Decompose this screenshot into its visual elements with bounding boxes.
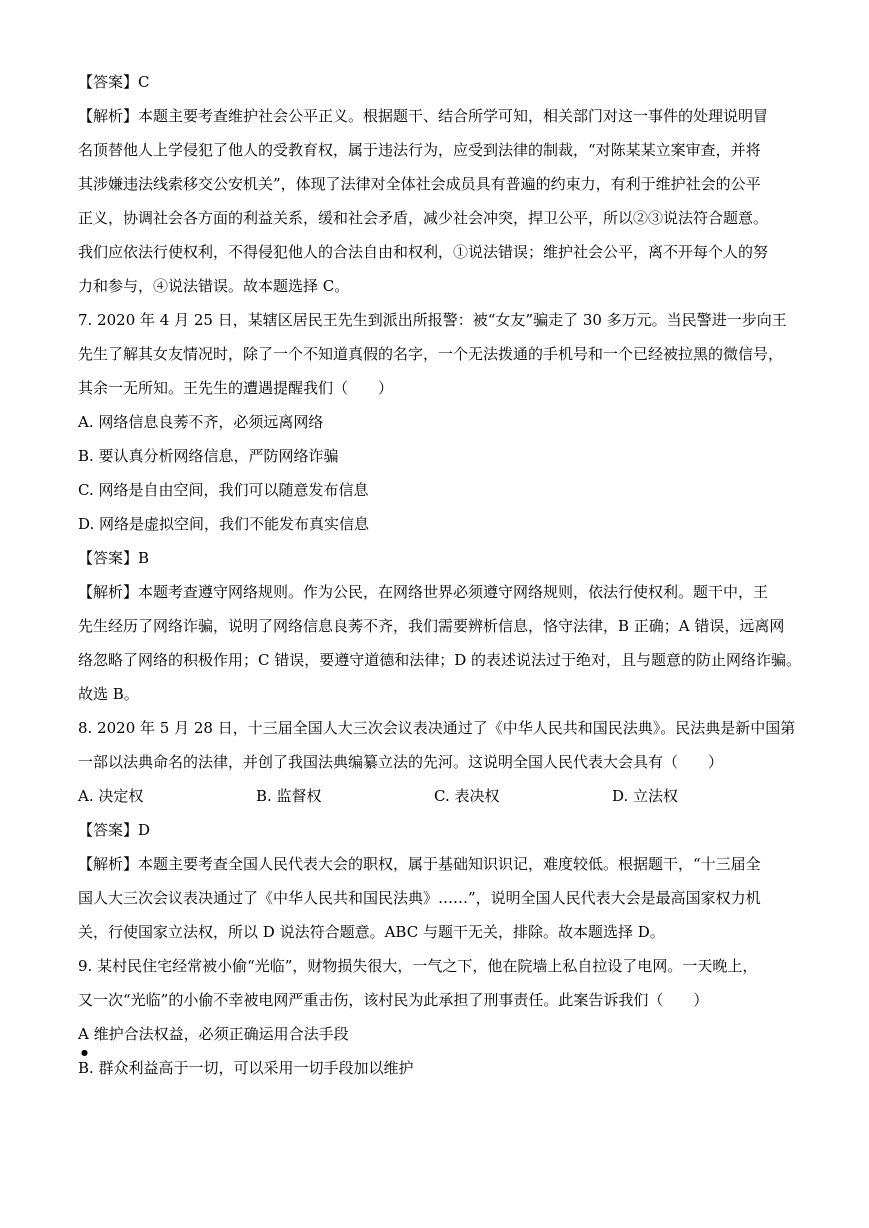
question-9-line-1: 9. 某村民住宅经常被小偷“光临”，财物损失很大，一气之下，他在院墙上私自拉设了电网。一天晚上， — [78, 957, 758, 975]
q7-option-b: B. 要认真分析网络信息，严防网络诈骗 — [78, 447, 339, 465]
question-8-line-2: 一部以法典命名的法律，并创了我国法典编纂立法的先河。这说明全国人民代表大会具有（ ） — [78, 753, 724, 771]
q7-option-a: A. 网络信息良莠不齐，必须远离网络 — [78, 413, 324, 431]
question-7-line-3: 其余一无所知。王先生的遭遇提醒我们（ ） — [78, 379, 394, 397]
q8-options-row — [78, 785, 869, 819]
analysis-q7-line-3: 络忽略了网络的积极作用；C 错误，要遵守道德和法律；D 的表述说法过于绝对，且与题意的防止网络诈骗。 — [78, 651, 802, 669]
q9-option-a-wrapper — [78, 1023, 869, 1057]
analysis-q6-line-3: 其涉嫌违法线索移交公安机关”，体现了法律对全体社会成员具有普遍的约束力，有利于维护社会的公平 — [78, 175, 761, 193]
q8-option-c: C. 表决权 — [434, 787, 500, 805]
answer-label-q6: 【答案】C — [78, 73, 150, 91]
question-9-line-2: 又一次“光临”的小偷不幸被电网严重击伤，该村民为此承担了刑事责任。此案告诉我们（ ） — [78, 991, 709, 1009]
analysis-q6-line-1: 【解析】本题主要考查维护社会公平正义。根据题干、结合所学可知，相关部门对这一事件的处理说明冒 — [78, 107, 769, 125]
analysis-q7-line-2: 先生经历了网络诈骗，说明了网络信息良莠不齐，我们需要辨析信息，恪守法律，B 正确；A 错误，远离网 — [78, 617, 785, 635]
answer-label-q8: 【答案】D — [78, 821, 151, 839]
analysis-q8-line-3: 关，行使国家立法权，所以 D 说法符合题意。ABC 与题干无关，排除。故本题选择 D。 — [78, 923, 665, 941]
q9-option-a: A 维护合法权益，必须正确运用合法手段 — [78, 1025, 349, 1043]
question-7-line-2: 先生了解其女友情况时，除了一个不知道真假的名字，一个无法拨通的手机号和一个已经被拉黑的微信号， — [78, 345, 784, 363]
analysis-q7-line-1: 【解析】本题考查遵守网络规则。作为公民，在网络世界必须遵守网络规则，依法行使权利。题干中，王 — [78, 583, 769, 601]
analysis-q6-line-6: 力和参与，④说法错误。故本题选择 C。 — [78, 277, 350, 295]
option-dot-mark: ● — [81, 1048, 88, 1057]
analysis-q6-line-2: 名顶替他人上学侵犯了他人的受教育权，属于违法行为，应受到法律的制裁，“对陈某某立案审查，并将 — [78, 141, 761, 159]
answer-label-q7: 【答案】B — [78, 549, 150, 567]
q8-option-d: D. 立法权 — [612, 787, 679, 805]
q7-option-c: C. 网络是自由空间，我们可以随意发布信息 — [78, 481, 369, 499]
question-7-line-1: 7. 2020 年 4 月 25 日，某辖区居民王先生到派出所报警：被“女友”骗走了 30 多万元。当民警进一步向王 — [78, 311, 787, 329]
q8-option-b: B. 监督权 — [256, 787, 322, 805]
question-8-line-1: 8. 2020 年 5 月 28 日，十三届全国人大三次会议表决通过了《中华人民共和国民法典》。民法典是新中国第 — [78, 719, 796, 737]
analysis-q8-line-1: 【解析】本题主要考查全国人民代表大会的职权，属于基础知识识记，难度较低。根据题干，“十三届全 — [78, 855, 761, 873]
analysis-q6-line-4: 正义，协调社会各方面的利益关系，缓和社会矛盾，减少社会冲突，捍卫公平，所以②③说法符合题意。 — [78, 209, 769, 227]
q7-option-d: D. 网络是虚拟空间，我们不能发布真实信息 — [78, 515, 370, 533]
analysis-q7-line-4: 故选 B。 — [78, 685, 139, 703]
analysis-q6-line-5: 我们应依法行使权利，不得侵犯他人的合法自由和权利，①说法错误；维护社会公平，离不开每个人的努 — [78, 243, 769, 261]
q9-option-b: B. 群众利益高于一切，可以采用一切手段加以维护 — [78, 1059, 414, 1077]
q8-option-a: A. 决定权 — [78, 787, 144, 805]
analysis-q8-line-2: 国人大三次会议表决通过了《中华人民共和国民法典》……”，说明全国人民代表大会是最高国家权力机 — [78, 889, 761, 907]
